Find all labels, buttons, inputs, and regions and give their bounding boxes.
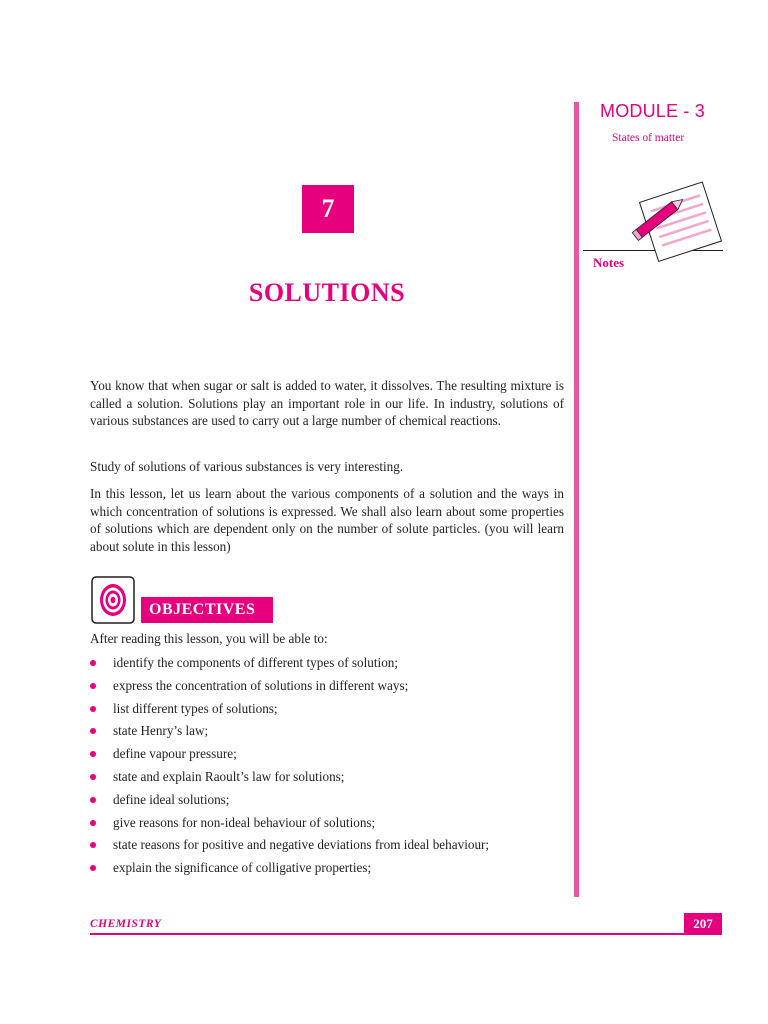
- footer-subject: CHEMISTRY: [90, 918, 162, 930]
- notes-label: Notes: [593, 255, 625, 270]
- objectives-list: [90, 655, 489, 883]
- bullet-icon: [90, 751, 96, 757]
- footer-divider: [90, 933, 722, 935]
- chapter-title: SOLUTIONS: [248, 278, 406, 307]
- list-item: identify the components of different types of solution;: [90, 655, 489, 678]
- bullet-icon: [90, 728, 96, 734]
- bullet-icon: [90, 660, 96, 666]
- objectives-heading: OBJECTIVES: [141, 597, 273, 623]
- list-item: state Henry’s law;: [90, 723, 489, 746]
- list-item: list different types of solutions;: [90, 701, 489, 724]
- target-icon: [91, 576, 135, 624]
- list-item: define vapour pressure;: [90, 746, 489, 769]
- notepad-pencil-icon: [628, 178, 726, 268]
- list-item: explain the significance of colligative properties;: [90, 860, 489, 883]
- interest-paragraph: Study of solutions of various substances is very interesting.: [90, 459, 404, 474]
- list-item: express the concentration of solutions in different ways;: [90, 678, 489, 701]
- list-item: define ideal solutions;: [90, 792, 489, 815]
- list-item: state reasons for positive and negative deviations from ideal behaviour;: [90, 837, 489, 860]
- bullet-icon: [90, 774, 96, 780]
- module-subtitle: States of matter: [612, 132, 685, 144]
- lesson-paragraph: In this lesson, let us learn about the various components of a solution and the ways in which concentration of solutions is expressed. We shall also learn about some properties of solutions which are dependent only on the number of solute particles. (you will learn about solute in this lesson): [90, 486, 564, 554]
- bullet-icon: [90, 797, 96, 803]
- bullet-icon: [90, 842, 96, 848]
- margin-rule: [574, 102, 579, 897]
- bullet-icon: [90, 820, 96, 826]
- intro-paragraph: You know that when sugar or salt is added to water, it dissolves. The resulting mixture is called a solution. Solutions play an important role in our life. In industry, solutions of various substances are used to carry out a large number of chemical reactions.: [90, 378, 564, 429]
- bullet-icon: [90, 865, 96, 871]
- objectives-intro: After reading this lesson, you will be able to:: [90, 631, 328, 646]
- chapter-number: 7: [302, 185, 354, 233]
- list-item: state and explain Raoult’s law for solutions;: [90, 769, 489, 792]
- module-label: MODULE - 3: [600, 101, 706, 121]
- list-item: give reasons for non-ideal behaviour of solutions;: [90, 815, 489, 838]
- bullet-icon: [90, 683, 96, 689]
- page-number: 207: [684, 913, 722, 934]
- bullet-icon: [90, 706, 96, 712]
